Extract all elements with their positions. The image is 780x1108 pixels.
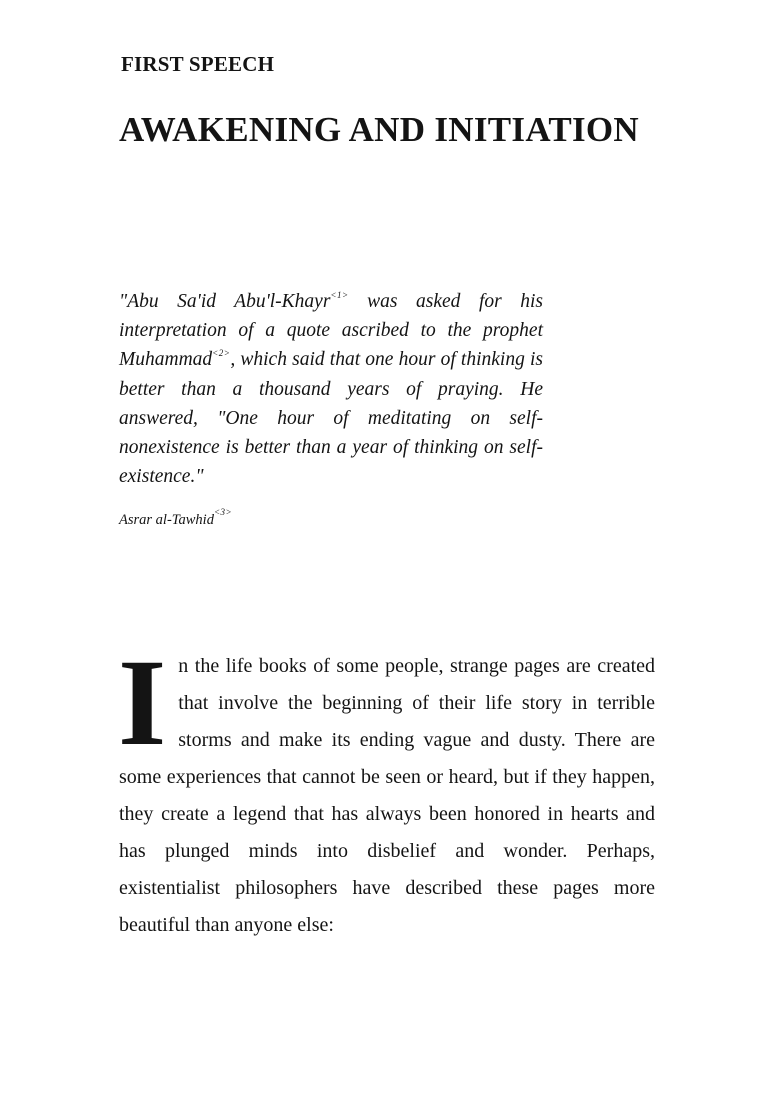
- epigraph-text-part2: was asked for his interpretation of a quote ascribed to the prophet Muhammad: [119, 291, 543, 371]
- drop-cap: I: [118, 634, 167, 771]
- footnote-ref-2: <2>: [212, 348, 231, 359]
- epigraph-source: [119, 507, 233, 529]
- chapter-title: AWAKENING AND INITIATION: [119, 110, 639, 149]
- body-paragraph-text: n the life books of some people, strange pages are created that involve the beginning of their life story in terrible storms and make its ending vague and dusty. There are some experiences that cannot be seen or heard, but if they happen, they create a legend that has always been honored in hearts and has plunged minds into disbelief and wonder. Perhaps, existentialist philosophers have described these pages more beautiful than anyone else:: [119, 655, 655, 936]
- epigraph-open-quote: ": [119, 291, 128, 312]
- epigraph-text-part1: Abu Sa'id Abu'l-Khayr: [127, 291, 331, 312]
- epigraph-quote: [119, 287, 543, 491]
- body-paragraph: [118, 634, 655, 944]
- epigraph-source-title: Asrar al-Tawhid: [119, 512, 214, 528]
- epigraph-text-part3: , which said that one hour of thinking is better than a thousand years of praying. He answered, "One hour of meditating on self-nonexistence is better than a year of thinking on self-existence.": [119, 349, 543, 488]
- footnote-ref-3: <3>: [213, 507, 233, 517]
- chapter-label: FIRST SPEECH: [121, 52, 275, 76]
- footnote-ref-1: <1>: [330, 290, 349, 300]
